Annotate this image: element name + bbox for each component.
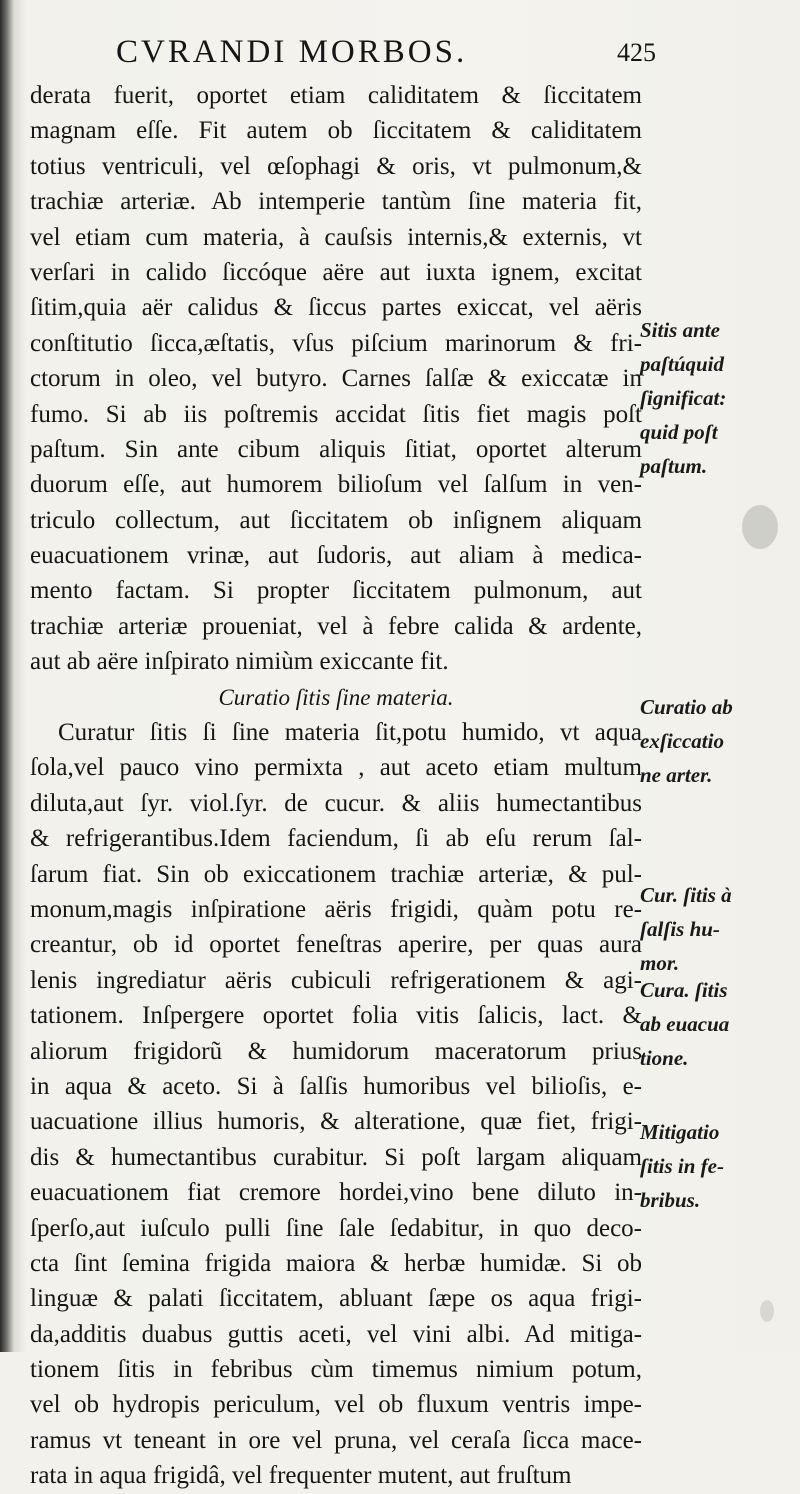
text-line: & refrigerantibus.Idem faciendum, ſi ab eſu rerum ſal-: [30, 825, 642, 853]
margin-note-line: paſtúquid: [640, 352, 725, 376]
text-line: ctorum in oleo, vel butyro. Carnes ſalſæ & exiccatæ in: [30, 365, 642, 393]
main-text-column: [30, 78, 642, 1494]
text-line: derata fuerit, oportet etiam caliditatem & ſiccitatem: [30, 82, 642, 109]
text-line: in aqua & aceto. Si à ſalſis humoribus vel bilioſis, e-: [30, 1072, 642, 1100]
text-line: uacuatione illius humoris, & alteratione, quæ fiet, frigi-: [30, 1108, 642, 1136]
margin-note-line: paſtum.: [640, 454, 708, 478]
text-line: euacuationem vrinæ, aut ſudoris, aut aliam à medica-: [30, 542, 642, 570]
text-line: tionem ſitis in febribus cùm timemus nimium potum,: [30, 1356, 642, 1384]
text-line: cta ſint ſemina frigida maiora & herbæ humidæ. Si ob: [30, 1249, 642, 1277]
text-line: verſari in calido ſiccóque aëre aut iuxta ignem, excitat: [30, 258, 642, 286]
margin-note-line: ne arter.: [640, 763, 713, 787]
margin-note-line: Mitigatio: [640, 1120, 720, 1144]
text-line: magnam eſſe. Fit autem ob ſiccitatem & caliditatem: [30, 117, 642, 145]
paper-stain: [760, 1300, 774, 1322]
text-line: triculo collectum, aut ſiccitatem ob inſignem aliquam: [30, 506, 642, 534]
running-head: CVRANDI MORBOS.: [116, 34, 468, 70]
text-line: creantur, ob id oportet feneſtras aperire, per quas aura: [30, 931, 642, 959]
margin-note-line: Curatio ab: [640, 695, 733, 719]
text-line: euacuationem fiat cremore hordei,vino bene diluto in-: [30, 1179, 642, 1207]
text-line: vel etiam cum materia, à cauſsis internis,& externis, vt: [30, 223, 642, 251]
text-line: ſarum fiat. Sin ob exiccationem trachiæ arteriæ, & pul-: [30, 860, 642, 888]
text-line: rata in aqua frigidâ, vel frequenter mutent, aut fruſtum: [30, 1462, 572, 1490]
text-line: vel ob hydropis periculum, vel ob fluxum ventris impe-: [30, 1391, 642, 1419]
text-line: tationem. Inſpergere oportet folia vitis ſalicis, lact. &: [30, 1002, 642, 1030]
text-line: fumo. Si ab iis poſtremis accidat ſitis fiet magis poſt: [30, 400, 642, 428]
section-heading: Curatio ſitis ſine materia.: [218, 684, 454, 710]
paper-stain: [742, 505, 778, 549]
text-line: ſola,vel pauco vino permixta , aut aceto etiam multum: [30, 754, 642, 782]
page-number: 425: [617, 38, 656, 67]
text-line: monum,magis inſpiratione aëris frigidi, quàm potu re-: [30, 895, 642, 923]
text-line: trachiæ arteriæ proueniat, vel à febre calida & ardente,: [30, 612, 642, 640]
margin-note-line: bribus.: [640, 1188, 701, 1212]
text-line: mento factam. Si propter ſiccitatem pulmonum, aut: [30, 577, 642, 605]
margin-note-line: tione.: [640, 1046, 689, 1070]
margin-note-line: ab euacua: [640, 1012, 730, 1036]
text-line: Curatur ſitis ſi ſine materia ſit,potu humido, vt aqua: [58, 719, 642, 747]
text-line: linguæ & palati ſiccitatem, abluant ſæpe os aqua frigi-: [30, 1285, 642, 1313]
text-line: dis & humectantibus curabitur. Si poſt largam aliquam: [30, 1143, 642, 1171]
text-line: duorum eſſe, aut humorem bilioſum vel ſalſum in ven-: [30, 471, 642, 499]
margin-note-line: ſitis in fe-: [640, 1154, 724, 1178]
margin-note-line: ſignificat:: [640, 386, 727, 410]
text-line: aut ab aëre inſpirato nimiùm exiccante fit.: [30, 648, 449, 676]
text-line: aliorum frigidorũ & humidorum maceratorum prius: [30, 1037, 642, 1065]
text-line: totius ventriculi, vel œſophagi & oris, vt pulmonum,&: [30, 152, 642, 180]
margin-note-line: mor.: [640, 951, 680, 975]
text-line: diluta,aut ſyr. viol.ſyr. de cucur. & aliis humectantibus: [30, 789, 642, 817]
text-line: ſitim,quia aër calidus & ſiccus partes exiccat, vel aëris: [30, 294, 642, 322]
margin-note-line: Cura. ſitis: [640, 978, 728, 1002]
page-header: [96, 34, 656, 78]
margin-notes-column: [640, 0, 800, 1352]
text-line: trachiæ arteriæ. Ab intemperie tantùm ſine materia fit,: [30, 188, 642, 216]
margin-note-line: Cur. ſitis à: [640, 883, 732, 907]
text-line: conſtitutio ſicca,æſtatis, vſus piſcium marinorum & fri-: [30, 329, 642, 357]
text-line: paſtum. Sin ante cibum aliquis ſitiat, oportet alterum: [30, 435, 642, 463]
margin-note-line: ſalſis hu-: [640, 917, 720, 941]
text-line: ſperſo,aut iuſculo pulli ſine ſale ſedabitur, in quo deco-: [30, 1214, 642, 1242]
text-line: lenis ingrediatur aëris cubiculi refrigerationem & agi-: [30, 966, 642, 994]
margin-note-line: Sitis ante: [640, 318, 720, 342]
margin-note-line: exſiccatio: [640, 729, 724, 753]
margin-note-line: quid poſt: [640, 420, 718, 444]
text-line: da,additis duabus guttis aceti, vel vini albi. Ad mitiga-: [30, 1320, 642, 1348]
text-line: ramus vt teneant in ore vel pruna, vel ceraſa ſicca mace-: [30, 1426, 642, 1454]
